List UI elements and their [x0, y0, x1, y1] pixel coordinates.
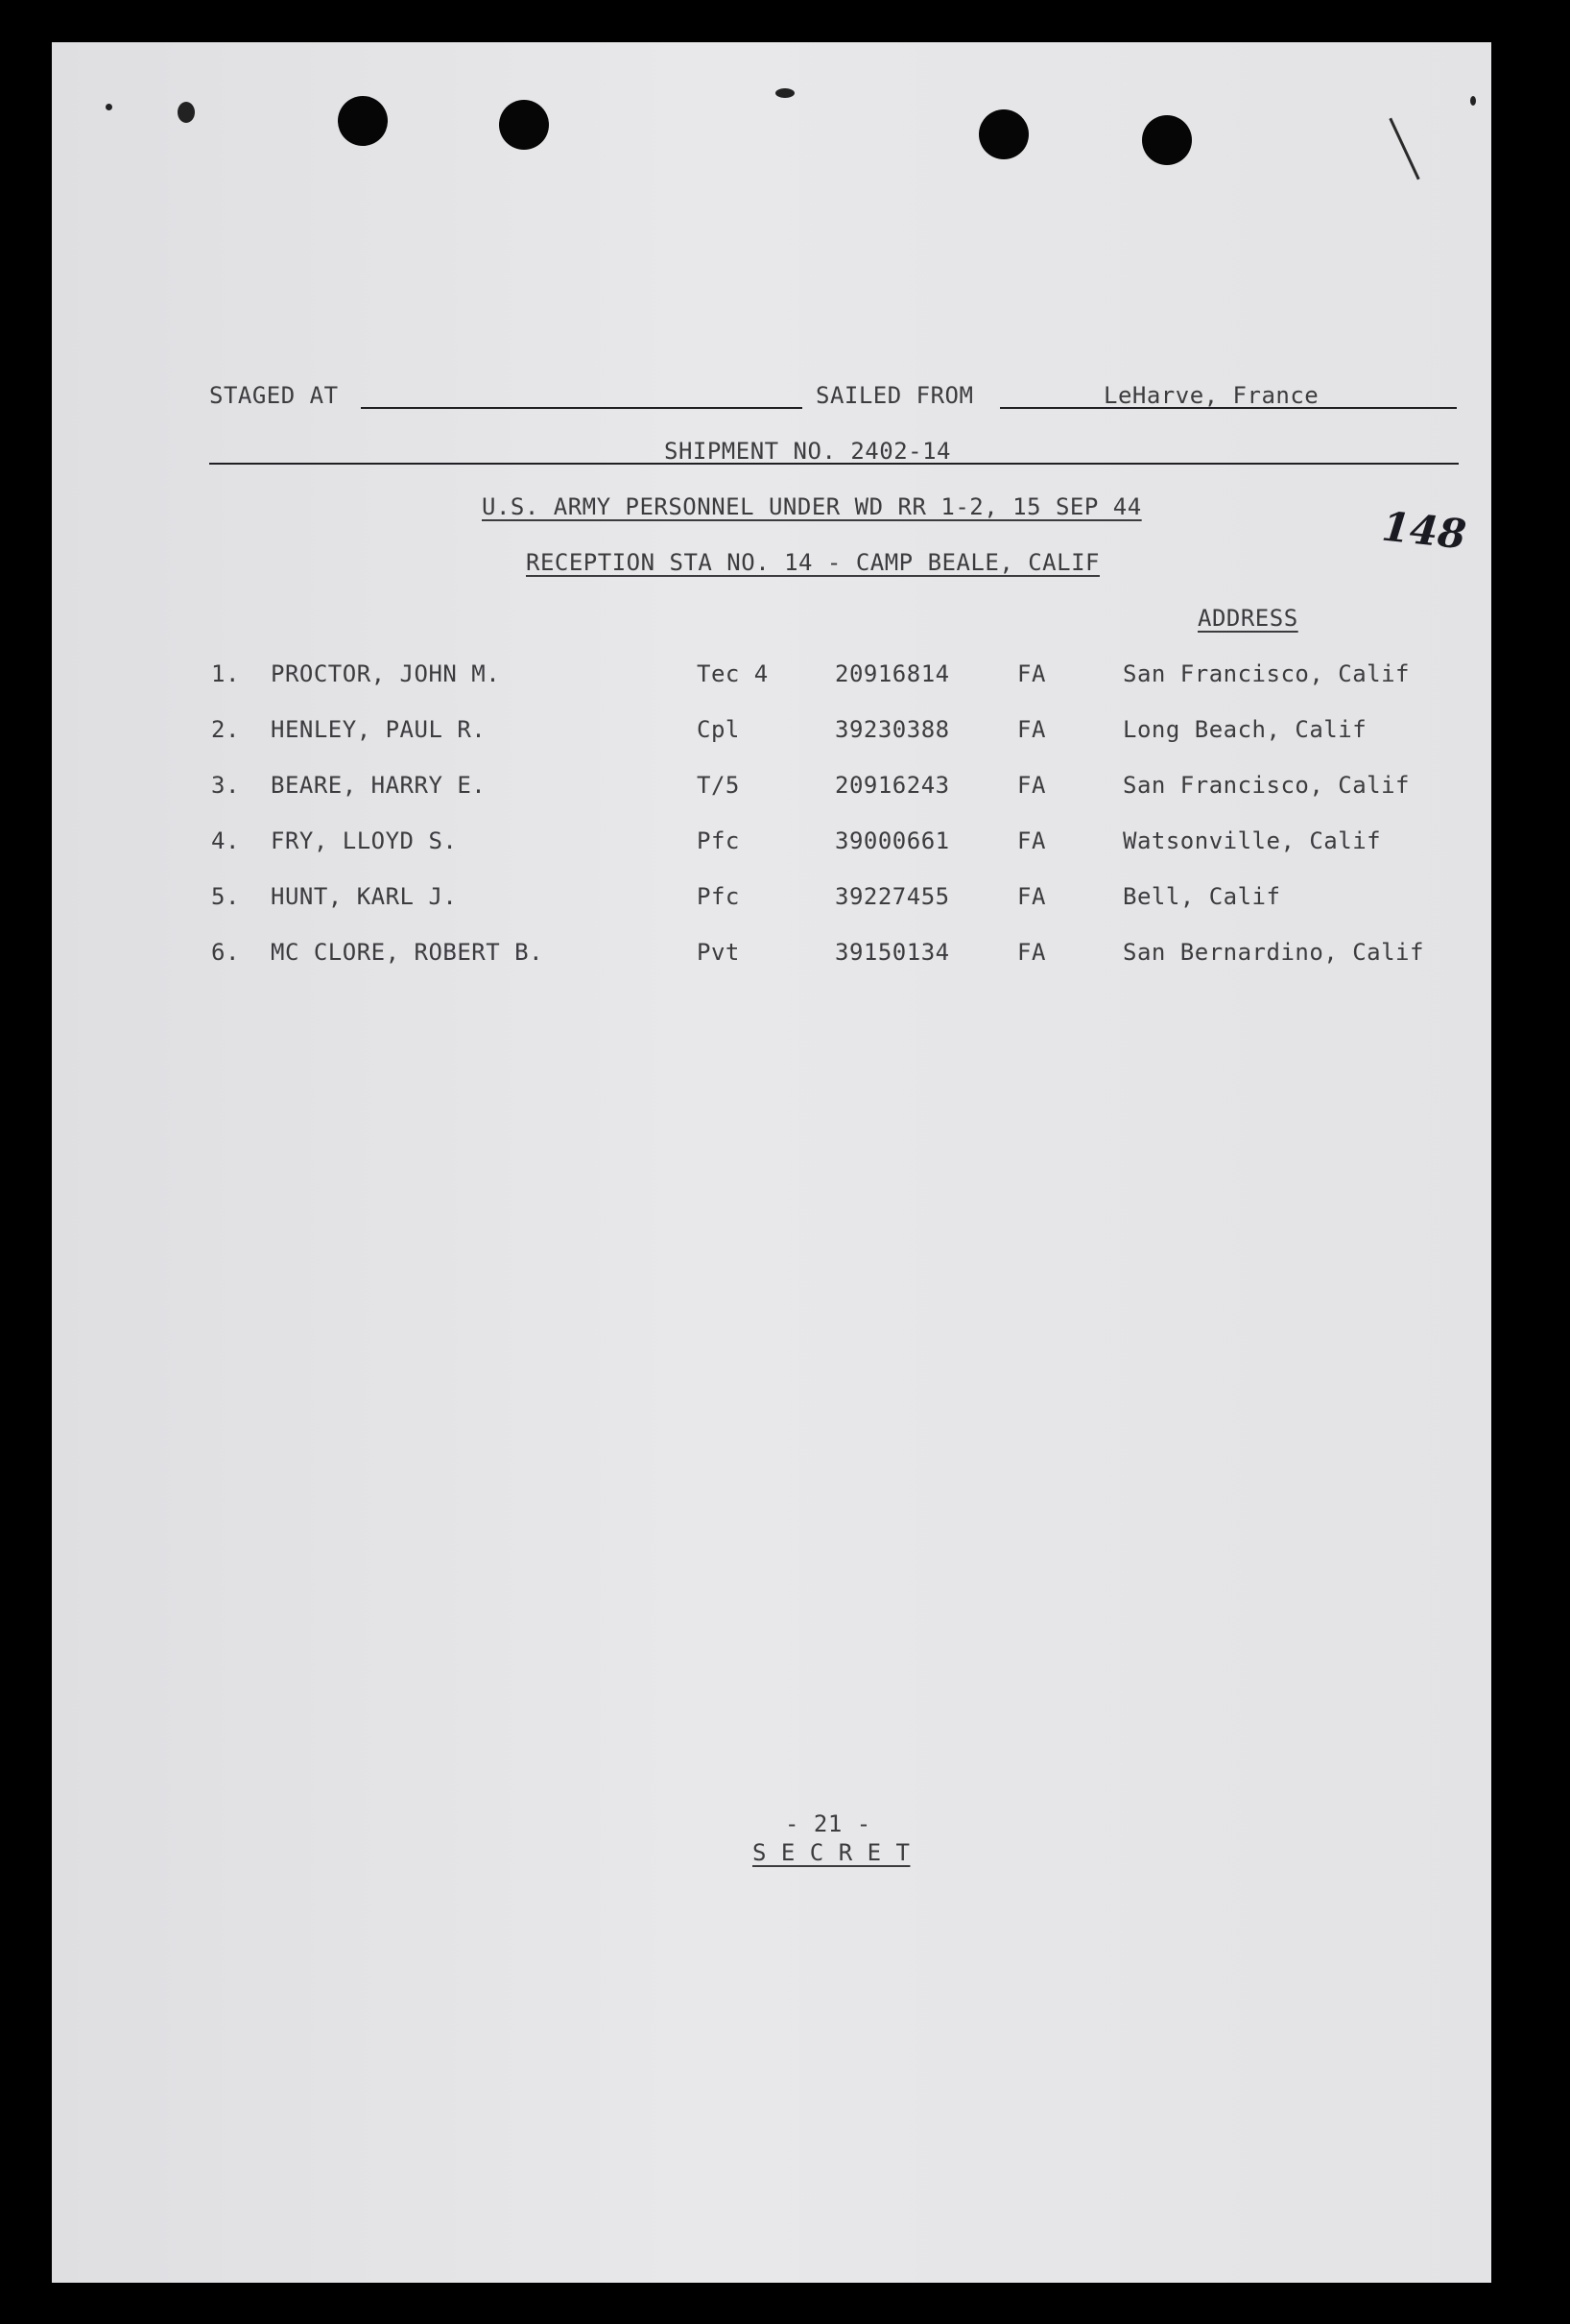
ink-speck [106, 104, 112, 110]
punch-hole [1142, 115, 1192, 165]
soldier-rank: Pfc [697, 883, 740, 910]
document-page [52, 42, 1491, 2283]
sailed-from-label: SAILED FROM [816, 382, 974, 409]
authority-line: U.S. ARMY PERSONNEL UNDER WD RR 1-2, 15 SEP 44 [482, 493, 1142, 520]
classification-marking: S E C R E T [752, 1839, 911, 1866]
reception-station: RECEPTION STA NO. 14 - CAMP BEALE, CALIF [526, 549, 1100, 576]
handwritten-page-number: 148 [1379, 502, 1468, 559]
serial-number: 20916243 [835, 772, 950, 799]
staged-at-underline [361, 407, 802, 409]
table-row [0, 939, 1570, 977]
soldier-rank: T/5 [697, 772, 740, 799]
branch: FA [1017, 716, 1046, 743]
soldier-name: FRY, LLOYD S. [271, 827, 458, 854]
shipment-number: SHIPMENT NO. 2402-14 [664, 438, 951, 465]
punch-hole [499, 100, 549, 150]
shipment-rule [209, 463, 1459, 465]
soldier-name: PROCTOR, JOHN M. [271, 660, 501, 687]
table-row [0, 660, 1570, 699]
home-address: San Bernardino, Calif [1123, 939, 1424, 966]
branch: FA [1017, 772, 1046, 799]
row-number: 4. [211, 827, 240, 854]
row-number: 3. [211, 772, 240, 799]
punch-hole [979, 109, 1029, 159]
row-number: 5. [211, 883, 240, 910]
sailed-from-value: LeHarve, France [1104, 382, 1320, 409]
soldier-name: MC CLORE, ROBERT B. [271, 939, 544, 966]
ink-speck [1470, 96, 1476, 106]
home-address: San Francisco, Calif [1123, 660, 1410, 687]
soldier-rank: Cpl [697, 716, 740, 743]
branch: FA [1017, 827, 1046, 854]
home-address: Watsonville, Calif [1123, 827, 1382, 854]
soldier-rank: Pfc [697, 827, 740, 854]
page-number: - 21 - [785, 1810, 871, 1837]
table-row [0, 827, 1570, 866]
serial-number: 39230388 [835, 716, 950, 743]
row-number: 6. [211, 939, 240, 966]
branch: FA [1017, 939, 1046, 966]
staged-at-label: STAGED AT [209, 382, 339, 409]
punch-hole [338, 96, 388, 146]
serial-number: 39227455 [835, 883, 950, 910]
row-number: 2. [211, 716, 240, 743]
soldier-name: BEARE, HARRY E. [271, 772, 487, 799]
address-heading: ADDRESS [1198, 605, 1298, 632]
soldier-name: HENLEY, PAUL R. [271, 716, 487, 743]
table-row [0, 716, 1570, 755]
soldier-rank: Pvt [697, 939, 740, 966]
row-number: 1. [211, 660, 240, 687]
branch: FA [1017, 883, 1046, 910]
soldier-rank: Tec 4 [697, 660, 769, 687]
serial-number: 39000661 [835, 827, 950, 854]
ink-speck [178, 102, 195, 123]
table-row [0, 772, 1570, 810]
home-address: Bell, Calif [1123, 883, 1281, 910]
home-address: San Francisco, Calif [1123, 772, 1410, 799]
serial-number: 39150134 [835, 939, 950, 966]
home-address: Long Beach, Calif [1123, 716, 1368, 743]
table-row [0, 883, 1570, 922]
branch: FA [1017, 660, 1046, 687]
serial-number: 20916814 [835, 660, 950, 687]
ink-speck [775, 88, 795, 98]
soldier-name: HUNT, KARL J. [271, 883, 458, 910]
